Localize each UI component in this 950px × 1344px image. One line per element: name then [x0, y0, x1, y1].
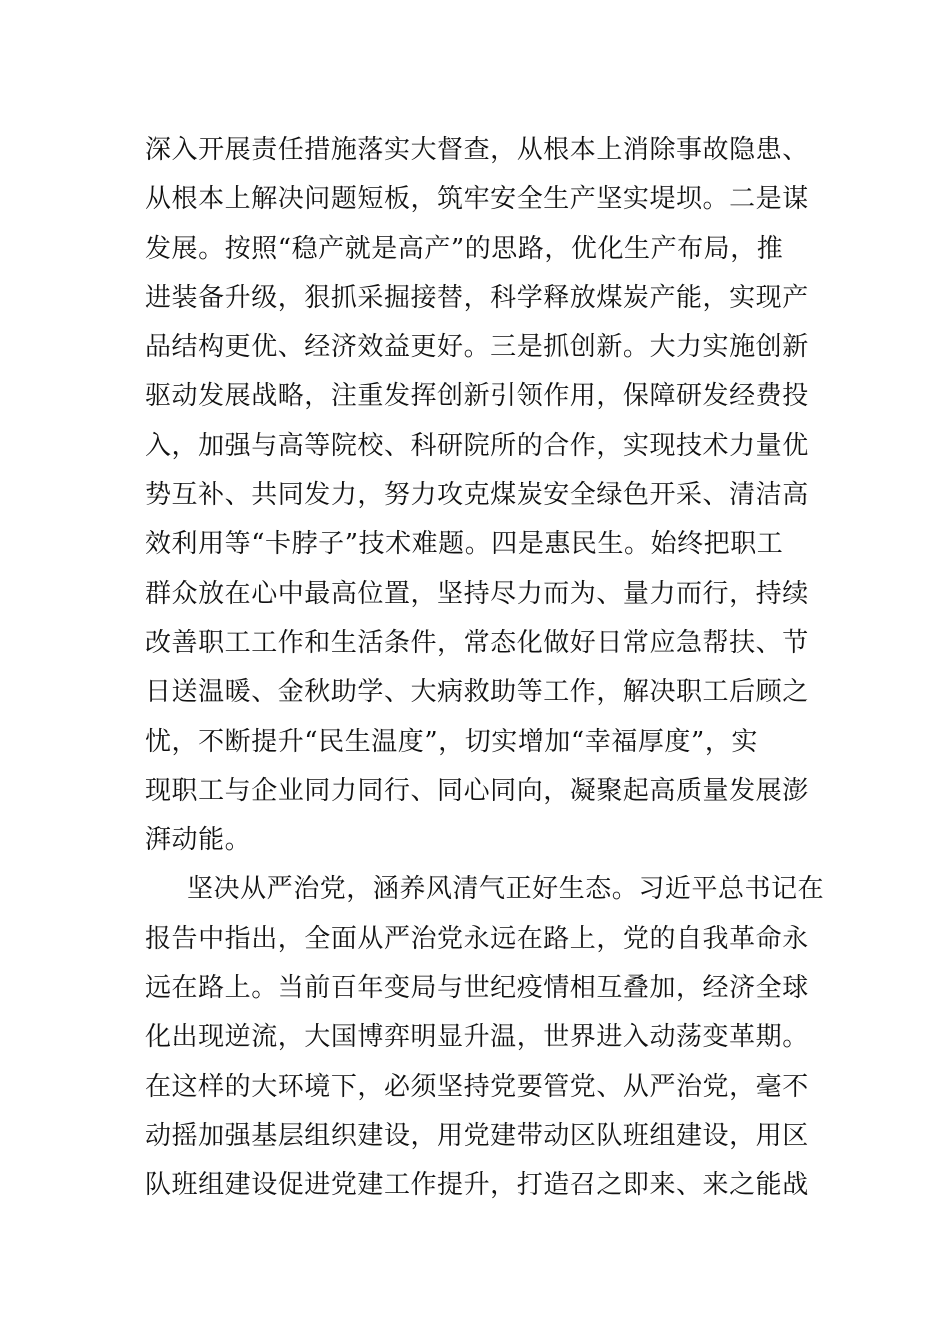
text-line: 化出现逆流，大国博弈明显升温，世界进入动荡变革期。: [145, 1022, 809, 1053]
text-line: 日送温暖、金秋助学、大病救助等工作，解决职工后顾之: [145, 677, 809, 708]
text-line: 势互补、共同发力，努力攻克煤炭安全绿色开采、清洁高: [145, 480, 809, 511]
text-line: 远在路上。当前百年变局与世纪疫情相互叠加，经济全球: [145, 973, 809, 1004]
text-line: 入，加强与高等院校、科研院所的合作，实现技术力量优: [145, 430, 809, 461]
text-line: 发展。按照“稳产就是高产”的思路，优化生产布局，推: [145, 233, 784, 264]
text-line: 改善职工工作和生活条件，常态化做好日常应急帮扶、节: [145, 627, 809, 658]
text-line: 队班组建设促进党建工作提升，打造召之即来、来之能战: [145, 1170, 809, 1201]
text-line: 动摇加强基层组织建设，用党建带动区队班组建设，用区: [145, 1120, 809, 1151]
text-line: 进装备升级，狠抓采掘接替，科学释放煤炭产能，实现产: [145, 282, 809, 313]
text-line: 湃动能。: [145, 825, 252, 856]
text-line: 效利用等“卡脖子”技术难题。四是惠民生。始终把职工: [145, 529, 784, 560]
body-text: [145, 126, 825, 1211]
text-line: 驱动发展战略，注重发挥创新引领作用，保障研发经费投: [145, 381, 809, 412]
text-line: 从根本上解决问题短板，筑牢安全生产坚实堤坝。二是谋: [145, 184, 809, 215]
text-line: 深入开展责任措施落实大督查，从根本上消除事故隐患、: [145, 135, 809, 165]
text-line: 群众放在心中最高位置，坚持尽力而为、量力而行，持续: [145, 578, 809, 609]
text-line: 忧，不断提升“民生温度”，切实增加“幸福厚度”，实: [145, 726, 758, 757]
paragraph-first-line: 坚决从严治党，涵养风清气正好生态。习近平总书记在: [187, 874, 825, 905]
text-line: 现职工与企业同力同行、同心同向，凝聚起高质量发展澎: [145, 775, 809, 806]
text-line: 品结构更优、经济效益更好。三是抓创新。大力实施创新: [145, 332, 809, 363]
text-line: 报告中指出，全面从严治党永远在路上，党的自我革命永: [145, 923, 809, 954]
text-line: 在这样的大环境下，必须坚持党要管党、从严治党，毫不: [145, 1071, 809, 1102]
